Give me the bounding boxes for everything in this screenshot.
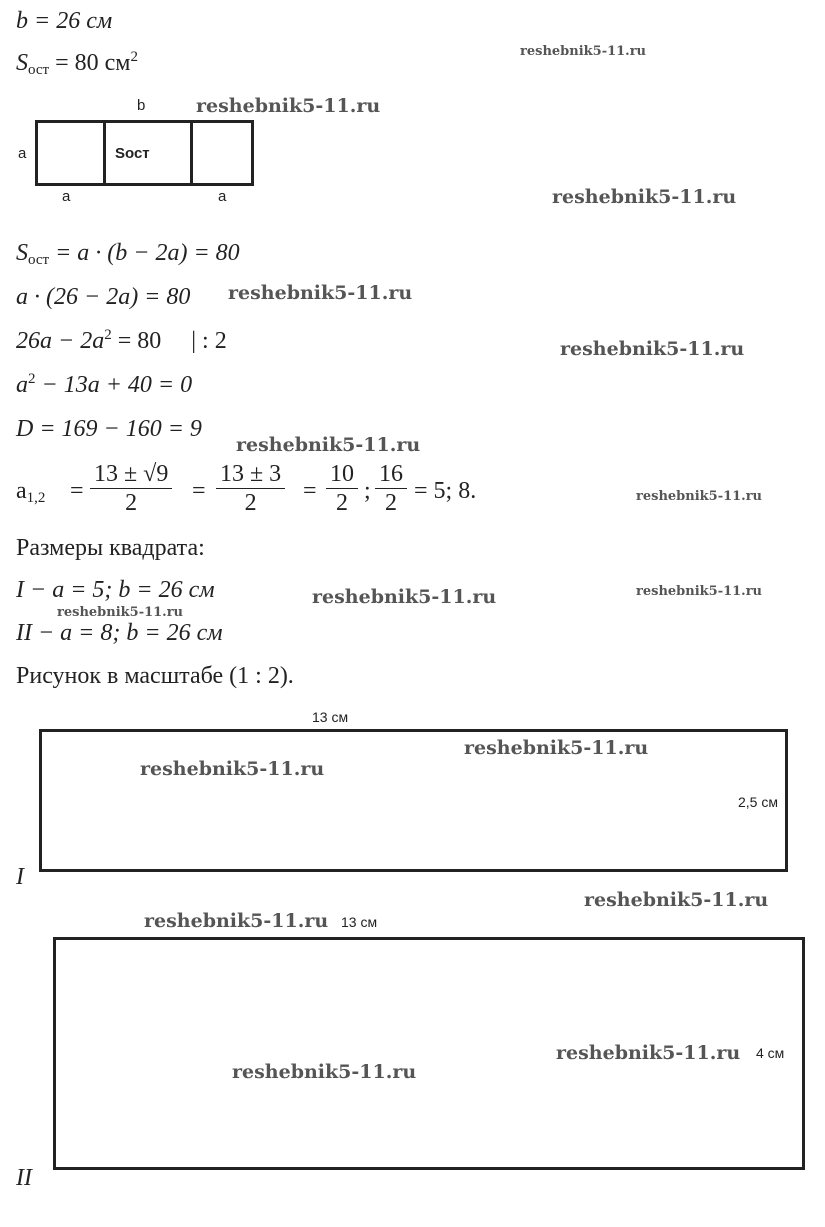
figure-2-roman: II [16,1165,32,1191]
figure-1-width-label: 13 см [312,709,349,725]
label-b: b [137,97,146,114]
scale-note-text: Рисунок в масштабе (1 : 2). [16,663,294,689]
roots-sub: 1,2 [26,490,46,506]
sizes-heading-text: Размеры квадрата: [16,535,205,561]
watermark: reshebnik5-11.ru [464,737,649,759]
watermark: reshebnik5-11.ru [312,586,497,608]
figure-2-width-label: 13 см [341,914,378,930]
divider-left [103,120,106,186]
fraction-4-num: 16 [375,460,407,489]
roots-eq-1: = [70,478,84,504]
figure-1-roman: I [16,864,24,890]
fraction-3-den: 2 [336,490,348,516]
fraction-3 [326,460,358,517]
eq3-a: 26a − 2a [16,328,105,354]
fraction-2-den: 2 [244,490,257,516]
roots-line [0,456,600,526]
watermark: reshebnik5-11.ru [236,434,421,456]
figure-1-rect [39,729,788,872]
watermark: reshebnik5-11.ru [636,584,763,599]
eq1-sub: ост [28,252,50,268]
eq4-b: − 13a + 40 = 0 [35,372,193,398]
s-value: = 80 см [49,50,131,76]
roots-tail: = 5; 8. [414,478,477,504]
roots-lhs [16,476,45,506]
case-1-text: I − a = 5; b = 26 см [16,577,215,603]
s-symbol: S [16,50,28,76]
eq1-s: S [16,240,28,266]
eq3-sup: 2 [104,327,112,343]
roots-eq-3: = [303,478,317,504]
equation-5 [16,414,202,444]
roots-eq-2: = [192,478,206,504]
label-a-bottom-2: a [218,188,227,205]
case-1-line [16,575,215,605]
b-value-line [16,6,112,36]
roots-a: a [16,478,27,504]
eq3-b: = 80 | : 2 [111,328,227,354]
watermark: reshebnik5-11.ru [636,489,763,504]
eq1-rest: = a · (b − 2a) = 80 [49,240,240,266]
sizes-heading [16,533,205,563]
fraction-1-den: 2 [125,490,138,516]
scale-note [16,661,294,691]
label-s-ost: Sост [115,145,150,162]
s-ost-value-line [16,48,138,78]
watermark: reshebnik5-11.ru [232,1061,417,1083]
fraction-1 [90,460,172,517]
s-subscript: ост [28,62,50,78]
watermark: reshebnik5-11.ru [584,889,769,911]
watermark: reshebnik5-11.ru [560,338,745,360]
watermark: reshebnik5-11.ru [228,282,413,304]
label-a-bottom-1: a [62,188,71,205]
fraction-3-num: 10 [326,460,358,489]
roots-sep: ; [364,478,371,504]
figure-2-height-label: 4 см [756,1045,785,1061]
case-2-line [16,618,223,648]
fraction-2 [216,460,285,517]
b-value-text: b = 26 см [16,8,113,34]
fraction-1-num: 13 ± √9 [90,460,172,489]
watermark: reshebnik5-11.ru [196,95,381,117]
equation-1 [16,238,240,268]
watermark: reshebnik5-11.ru [57,605,184,620]
eq4-sup: 2 [28,371,36,387]
divider-right [190,120,193,186]
label-a-left: a [18,145,27,162]
fraction-2-num: 13 ± 3 [216,460,285,489]
watermark: reshebnik5-11.ru [144,910,329,932]
equation-4 [16,370,192,400]
equation-2 [16,282,190,312]
watermark: reshebnik5-11.ru [556,1042,741,1064]
watermark: reshebnik5-11.ru [140,758,325,780]
figure-1-height-label: 2,5 см [738,794,778,810]
fraction-4-den: 2 [385,490,397,516]
eq2-text: a · (26 − 2a) = 80 [16,284,191,310]
watermark: reshebnik5-11.ru [520,44,647,59]
s-superscript: 2 [130,49,138,65]
eq5-text: D = 169 − 160 = 9 [16,416,202,442]
case-2-text: II − a = 8; b = 26 см [16,620,223,646]
fraction-4 [375,460,407,517]
equation-3 [16,326,227,356]
watermark: reshebnik5-11.ru [552,186,737,208]
eq4-a: a [16,372,28,398]
